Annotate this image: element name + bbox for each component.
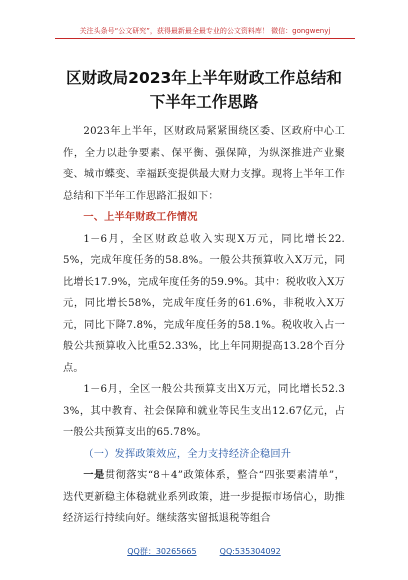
qq-group-link[interactable]: QQ群：30265665: [127, 547, 197, 556]
qq-link[interactable]: QQ:535304092: [219, 547, 281, 556]
document-body: [63, 121, 345, 530]
document-title-line2: 下半年工作思路: [149, 93, 259, 111]
footer-contact: [0, 546, 408, 557]
revenue-paragraph: 1－6月，全区财政总收入实现X万元，同比增长22.5%，完成年度任务的58.8%。一般公共预算收入X万元，同比增长17.9%，完成年度任务的59.9%。其中：税收收入X万元，同比增长58%，完成年度任务的61.6%，非税收入X万元，同比下降7.8%，完成年度任务的58.1%。税收收入占一般公共预算收入比重52.33%，比上年同期提高13.28个百分点。: [63, 233, 345, 374]
section-heading-1: 一、上半年财政工作情况: [83, 212, 198, 223]
document-title-line1: 区财政局2023年上半年财政工作总结和: [66, 69, 342, 87]
intro-paragraph: 2023年上半年，区财政局紧紧围绕区委、区政府中心工作，全力以赴争要素、保平衡、强保障，为纵深推进产业聚变、城市蝶变、幸福跃变提供最大财力支撑。现将上半年工作总结和下半年工作思路汇报如下：: [63, 126, 345, 202]
item-1-paragraph: [63, 465, 345, 530]
item-1-text: 贯彻落实“8＋4”政策体系，整合“四张要素清单”，迭代更新稳主体稳就业系列政策，进一步提振市场信心，助推经济运行持续向好。继续落实留抵退税等组合: [63, 470, 345, 524]
top-banner[interactable]: 关注头条号“公文研究”，获得最新最全最专业的公文资料库！ 微信：gongwenyj: [55, 24, 355, 39]
subsection-heading-1: （一）发挥政策效应，全力支持经济企稳回升: [83, 448, 292, 460]
expenditure-paragraph: 1－6月，全区一般公共预算支出X万元，同比增长52.33%，其中教育、社会保障和就业等民生支出12.67亿元，占一般公共预算支出的65.78%。: [63, 384, 345, 438]
item-1-lead: 一是: [83, 470, 105, 481]
